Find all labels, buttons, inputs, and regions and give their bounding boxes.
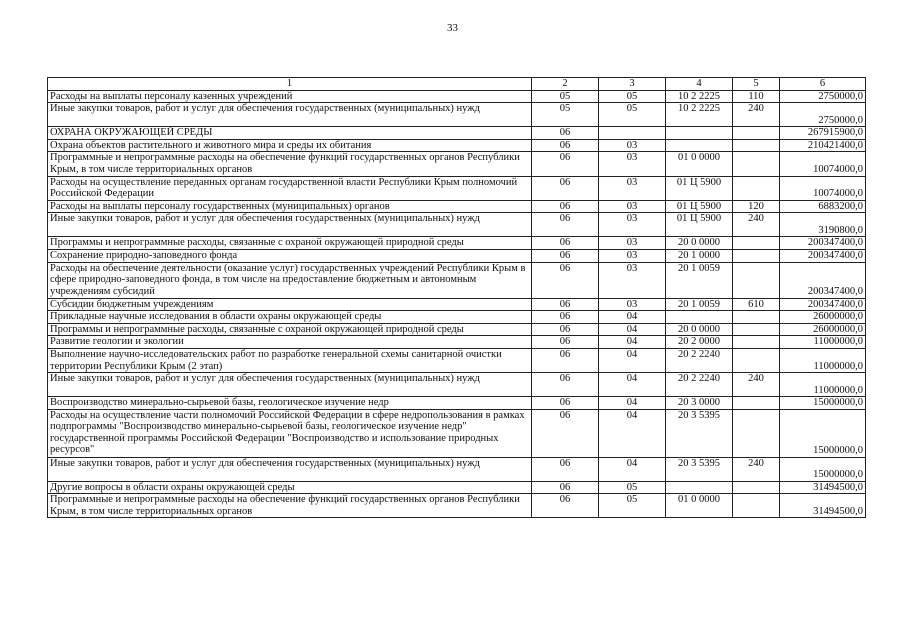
- row-amount: 200347400,0: [780, 262, 866, 298]
- row-amount: 26000000,0: [780, 311, 866, 324]
- header-cell-4: 4: [666, 78, 733, 91]
- row-name: Иные закупки товаров, работ и услуг для обеспечения государственных (муниципальных) нужд: [48, 213, 532, 237]
- row-name: Охрана объектов растительного и животного мира и среды их обитания: [48, 139, 532, 152]
- row-target-article: 10 2 2225: [666, 103, 733, 127]
- row-target-article: 01 0 0000: [666, 494, 733, 518]
- budget-table-body: [48, 78, 866, 518]
- table-row: [48, 249, 866, 262]
- row-expense-type: [733, 348, 780, 372]
- row-section: 06: [532, 397, 599, 410]
- table-row: [48, 127, 866, 140]
- row-subsection: 03: [599, 213, 666, 237]
- row-subsection: [599, 127, 666, 140]
- row-name: Расходы на выплаты персоналу государственных (муниципальных) органов: [48, 200, 532, 213]
- row-amount: 15000000,0: [780, 457, 866, 481]
- row-section: 06: [532, 457, 599, 481]
- row-expense-type: [733, 397, 780, 410]
- row-section: 06: [532, 237, 599, 250]
- table-row: [48, 237, 866, 250]
- row-target-article: 20 3 0000: [666, 397, 733, 410]
- row-name: Программы и непрограммные расходы, связанные с охраной окружающей природной среды: [48, 323, 532, 336]
- row-amount: 31494500,0: [780, 481, 866, 494]
- row-section: 05: [532, 90, 599, 103]
- table-row: [48, 311, 866, 324]
- row-section: 06: [532, 200, 599, 213]
- header-cell-6: 6: [780, 78, 866, 91]
- row-amount: 200347400,0: [780, 249, 866, 262]
- row-subsection: 03: [599, 262, 666, 298]
- row-expense-type: [733, 176, 780, 200]
- row-subsection: 05: [599, 103, 666, 127]
- row-amount: 11000000,0: [780, 373, 866, 397]
- row-amount: 200347400,0: [780, 237, 866, 250]
- row-amount: 15000000,0: [780, 397, 866, 410]
- row-name: Субсидии бюджетным учреждениям: [48, 298, 532, 311]
- table-row: [48, 200, 866, 213]
- table-row: [48, 494, 866, 518]
- row-target-article: 01 0 0000: [666, 152, 733, 176]
- row-expense-type: [733, 323, 780, 336]
- row-expense-type: 240: [733, 457, 780, 481]
- row-name: Программные и непрограммные расходы на обеспечение функций государственных органов Республики Крым, в том числе территориальных органов: [48, 152, 532, 176]
- row-amount: 31494500,0: [780, 494, 866, 518]
- row-name: Расходы на выплаты персоналу казенных учреждений: [48, 90, 532, 103]
- row-section: 06: [532, 262, 599, 298]
- row-subsection: 04: [599, 397, 666, 410]
- row-amount: 200347400,0: [780, 298, 866, 311]
- row-section: 06: [532, 348, 599, 372]
- row-name: Иные закупки товаров, работ и услуг для обеспечения государственных (муниципальных) нужд: [48, 103, 532, 127]
- row-expense-type: [733, 262, 780, 298]
- row-target-article: [666, 481, 733, 494]
- row-target-article: 20 0 0000: [666, 237, 733, 250]
- row-name: Программы и непрограммные расходы, связанные с охраной окружающей природной среды: [48, 237, 532, 250]
- row-section: 06: [532, 213, 599, 237]
- row-expense-type: [733, 127, 780, 140]
- row-target-article: 20 1 0000: [666, 249, 733, 262]
- row-amount: 210421400,0: [780, 139, 866, 152]
- row-name: Выполнение научно-исследовательских работ по разработке генеральной схемы санитарной очистки территории Республики Крым (2 этап): [48, 348, 532, 372]
- row-name: ОХРАНА ОКРУЖАЮЩЕЙ СРЕДЫ: [48, 127, 532, 140]
- header-cell-3: 3: [599, 78, 666, 91]
- table-row: [48, 298, 866, 311]
- row-name: Развитие геологии и экологии: [48, 336, 532, 349]
- row-subsection: 04: [599, 348, 666, 372]
- table-row: [48, 176, 866, 200]
- row-section: 06: [532, 323, 599, 336]
- row-name: Расходы на обеспечение деятельности (оказание услуг) государственных учреждений Республики Крым в сфере природно-заповедного фонда, в том числе на предоставление бюджетным и автономным учреждениям субсидий: [48, 262, 532, 298]
- row-name: Воспроизводство минерально-сырьевой базы, геологическое изучение недр: [48, 397, 532, 410]
- row-target-article: 01 Ц 5900: [666, 213, 733, 237]
- row-subsection: 03: [599, 298, 666, 311]
- table-row: [48, 336, 866, 349]
- row-target-article: 10 2 2225: [666, 90, 733, 103]
- table-row: [48, 397, 866, 410]
- row-expense-type: 110: [733, 90, 780, 103]
- row-target-article: [666, 311, 733, 324]
- row-expense-type: 240: [733, 373, 780, 397]
- row-amount: 15000000,0: [780, 409, 866, 457]
- row-subsection: 03: [599, 152, 666, 176]
- table-row: [48, 103, 866, 127]
- row-expense-type: [733, 311, 780, 324]
- row-expense-type: [733, 139, 780, 152]
- row-amount: 267915900,0: [780, 127, 866, 140]
- table-row: [48, 90, 866, 103]
- row-expense-type: 240: [733, 213, 780, 237]
- table-row: [48, 139, 866, 152]
- row-target-article: [666, 139, 733, 152]
- row-expense-type: [733, 237, 780, 250]
- row-amount: 26000000,0: [780, 323, 866, 336]
- budget-table: [47, 77, 866, 518]
- row-expense-type: [733, 494, 780, 518]
- table-row: [48, 323, 866, 336]
- row-expense-type: [733, 336, 780, 349]
- row-target-article: 20 2 2240: [666, 348, 733, 372]
- table-row: [48, 409, 866, 457]
- row-target-article: [666, 127, 733, 140]
- row-section: 06: [532, 127, 599, 140]
- row-name: Программные и непрограммные расходы на обеспечение функций государственных органов Республики Крым, в том числе территориальных органов: [48, 494, 532, 518]
- row-amount: 2750000,0: [780, 90, 866, 103]
- row-amount: 10074000,0: [780, 152, 866, 176]
- row-target-article: 20 2 0000: [666, 336, 733, 349]
- row-amount: 3190800,0: [780, 213, 866, 237]
- row-expense-type: [733, 152, 780, 176]
- row-amount: 2750000,0: [780, 103, 866, 127]
- row-section: 06: [532, 311, 599, 324]
- row-subsection: 04: [599, 323, 666, 336]
- row-subsection: 05: [599, 481, 666, 494]
- table-row: [48, 457, 866, 481]
- row-section: 05: [532, 103, 599, 127]
- row-amount: 11000000,0: [780, 336, 866, 349]
- row-subsection: 05: [599, 494, 666, 518]
- row-section: 06: [532, 336, 599, 349]
- row-target-article: 01 Ц 5900: [666, 200, 733, 213]
- row-subsection: 05: [599, 90, 666, 103]
- table-row: [48, 373, 866, 397]
- row-expense-type: [733, 409, 780, 457]
- row-name: Прикладные научные исследования в области охраны окружающей среды: [48, 311, 532, 324]
- row-subsection: 04: [599, 311, 666, 324]
- row-section: 06: [532, 298, 599, 311]
- header-row: [48, 78, 866, 91]
- row-section: 06: [532, 139, 599, 152]
- row-subsection: 04: [599, 457, 666, 481]
- row-section: 06: [532, 249, 599, 262]
- row-name: Сохранение природно-заповедного фонда: [48, 249, 532, 262]
- row-target-article: 01 Ц 5900: [666, 176, 733, 200]
- row-name: Иные закупки товаров, работ и услуг для обеспечения государственных (муниципальных) нужд: [48, 373, 532, 397]
- row-target-article: 20 3 5395: [666, 409, 733, 457]
- row-expense-type: [733, 249, 780, 262]
- row-section: 06: [532, 494, 599, 518]
- page-number: 33: [447, 22, 458, 34]
- row-subsection: 03: [599, 139, 666, 152]
- row-subsection: 03: [599, 176, 666, 200]
- row-target-article: 20 0 0000: [666, 323, 733, 336]
- row-name: Расходы на осуществление части полномочий Российской Федерации в сфере недропользования в рамках подпрограммы "Воспроизводство минерально-сырьевой базы, геологическое изучение недр" государственной программы Российской Федерации "Воспроизводство и использование природных ресурсов": [48, 409, 532, 457]
- header-cell-1: 1: [48, 78, 532, 91]
- row-name: Другие вопросы в области охраны окружающей среды: [48, 481, 532, 494]
- row-name: Расходы на осуществление переданных органам государственной власти Республики Крым полномочий Российской Федерации: [48, 176, 532, 200]
- row-expense-type: 120: [733, 200, 780, 213]
- table-row: [48, 213, 866, 237]
- row-amount: 6883200,0: [780, 200, 866, 213]
- table-row: [48, 348, 866, 372]
- row-amount: 11000000,0: [780, 348, 866, 372]
- row-section: 06: [532, 373, 599, 397]
- table-row: [48, 152, 866, 176]
- row-expense-type: 240: [733, 103, 780, 127]
- row-section: 06: [532, 409, 599, 457]
- row-subsection: 04: [599, 373, 666, 397]
- header-cell-5: 5: [733, 78, 780, 91]
- row-subsection: 04: [599, 409, 666, 457]
- row-section: 06: [532, 176, 599, 200]
- table-row: [48, 481, 866, 494]
- row-subsection: 03: [599, 237, 666, 250]
- row-subsection: 04: [599, 336, 666, 349]
- row-target-article: 20 2 2240: [666, 373, 733, 397]
- header-cell-2: 2: [532, 78, 599, 91]
- row-name: Иные закупки товаров, работ и услуг для обеспечения государственных (муниципальных) нужд: [48, 457, 532, 481]
- row-section: 06: [532, 152, 599, 176]
- row-section: 06: [532, 481, 599, 494]
- row-target-article: 20 3 5395: [666, 457, 733, 481]
- row-subsection: 03: [599, 200, 666, 213]
- row-amount: 10074000,0: [780, 176, 866, 200]
- row-target-article: 20 1 0059: [666, 262, 733, 298]
- row-expense-type: [733, 481, 780, 494]
- table-row: [48, 262, 866, 298]
- row-expense-type: 610: [733, 298, 780, 311]
- row-target-article: 20 1 0059: [666, 298, 733, 311]
- row-subsection: 03: [599, 249, 666, 262]
